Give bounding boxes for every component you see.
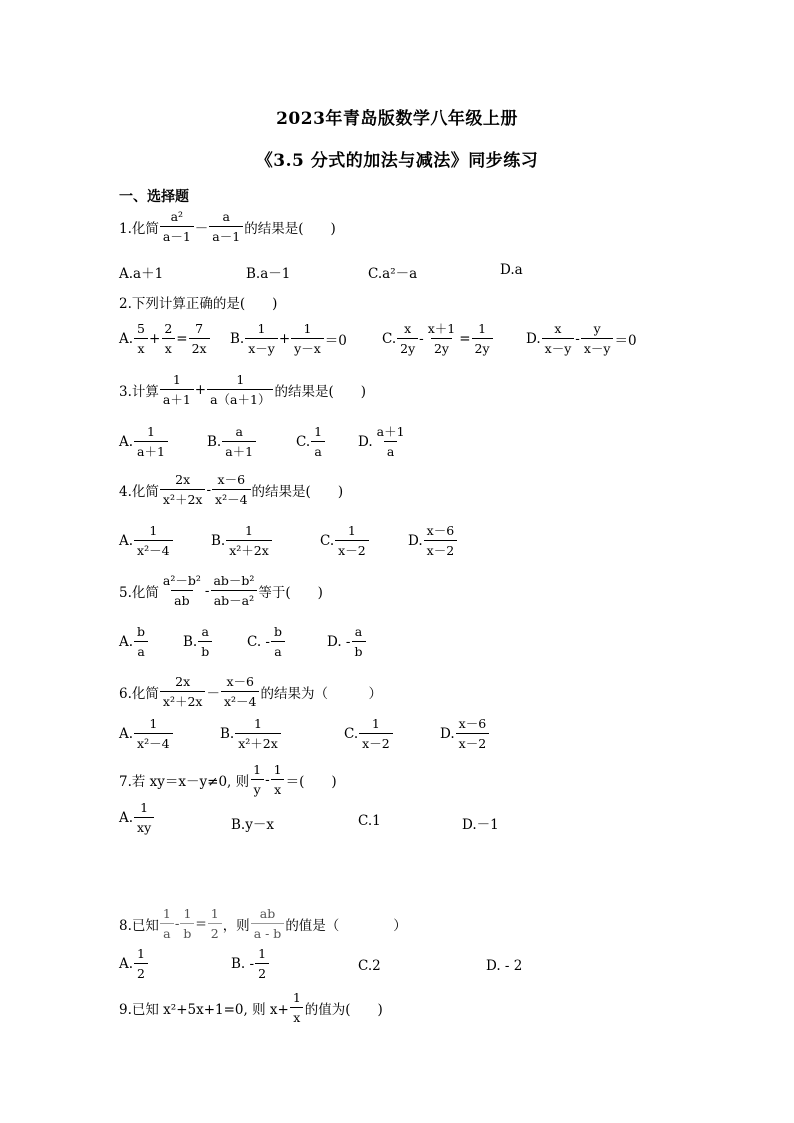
denominator: 2x (189, 338, 210, 356)
denominator: x²－4 (134, 540, 173, 558)
numerator: 1 (292, 990, 301, 1005)
numerator: ab (259, 906, 276, 921)
numerator: a (354, 624, 363, 639)
q2-option-b[interactable] (230, 321, 347, 356)
q1-option-c[interactable]: C.a²－a (368, 266, 418, 282)
fraction (134, 321, 148, 356)
denominator: 2y (472, 338, 493, 356)
math-text: B. (207, 433, 222, 450)
q2-option-d[interactable] (526, 321, 637, 356)
numerator: 1 (210, 906, 219, 921)
math-text: 7.若 xy＝x－y≠0, 则 (119, 773, 250, 790)
q1-option-d[interactable]: D.a (500, 262, 523, 278)
math-text: 3.计算 (119, 383, 159, 400)
numerator: 2 (164, 321, 173, 336)
question-8 (119, 906, 407, 941)
numerator: 1 (147, 424, 155, 439)
math-text: B. (183, 633, 198, 650)
denominator: a (384, 441, 397, 459)
fraction (245, 321, 278, 356)
numerator: 1 (371, 716, 380, 731)
numerator: x＋1 (427, 321, 456, 336)
math-text: D. (408, 532, 423, 549)
math-text: ＝( ) (285, 773, 337, 790)
fraction (134, 523, 173, 558)
denominator: b (198, 641, 212, 659)
denominator: 2 (134, 963, 148, 981)
denominator: x－y (581, 338, 614, 356)
denominator: x (134, 338, 147, 356)
math-text: D. (358, 433, 373, 450)
fraction (335, 523, 369, 558)
numerator: 1 (314, 424, 323, 439)
numerator: 1 (258, 946, 267, 961)
math-text: 8.已知 (119, 917, 159, 934)
math-text: D. - (327, 633, 351, 650)
math-text: + (149, 330, 161, 347)
denominator: x²－4 (134, 733, 173, 751)
q3-option-a[interactable] (119, 424, 169, 459)
math-text: 5.化简 (119, 584, 159, 601)
fraction (311, 424, 325, 459)
math-text: 的结果是( ) (274, 383, 367, 400)
math-text: 9.已知 x²+5x+1=0, 则 x+ (119, 1001, 289, 1018)
math-text: + (278, 330, 291, 347)
math-text: 的结果为（ ） (260, 685, 382, 702)
fraction (134, 716, 173, 751)
fraction (222, 424, 256, 459)
denominator: x－2 (359, 733, 393, 751)
denominator: b (180, 923, 194, 941)
fraction (291, 321, 324, 356)
q4-option-c[interactable] (320, 523, 370, 558)
math-text: A. (119, 532, 134, 549)
math-text: - (575, 330, 580, 347)
fraction (472, 321, 493, 356)
q7-option-d[interactable]: D.－1 (462, 817, 499, 833)
denominator: a - b (251, 923, 285, 941)
math-text: A. (119, 330, 134, 347)
fraction (160, 573, 204, 608)
fraction (424, 523, 458, 558)
q6-option-b[interactable] (220, 716, 282, 751)
fraction (134, 946, 148, 981)
numerator: 1 (137, 946, 145, 961)
denominator: 2y (431, 338, 452, 356)
denominator: b (352, 641, 366, 659)
denominator: a (134, 641, 147, 659)
q1-option-a[interactable]: A.a＋1 (119, 266, 164, 282)
fraction (160, 372, 194, 407)
denominator: y (251, 779, 264, 797)
math-text: B. - (231, 955, 255, 972)
numerator: x (554, 321, 562, 336)
fraction (374, 424, 408, 459)
question-6 (119, 674, 382, 709)
fraction (397, 321, 418, 356)
denominator: x²－4 (221, 691, 260, 709)
fraction (221, 674, 260, 709)
fraction (255, 946, 269, 981)
denominator: x²＋2x (160, 691, 206, 709)
fraction (134, 424, 168, 459)
numerator: 1 (183, 906, 192, 921)
math-text: A. (119, 633, 134, 650)
numerator: 1 (149, 716, 158, 731)
math-text: C. (296, 433, 311, 450)
math-text: ＝0 (324, 332, 347, 349)
q1-suffix: 的结果是( ) (244, 220, 336, 237)
denominator: 2y (397, 338, 418, 356)
math-text: 的值为( ) (304, 1001, 383, 1018)
numerator: x－6 (426, 523, 455, 538)
numerator: 5 (137, 321, 145, 336)
numerator: y (593, 321, 601, 336)
denominator: 2 (255, 963, 269, 981)
q6-option-d[interactable] (440, 716, 490, 751)
q4-option-b[interactable] (211, 523, 273, 558)
numerator: 1 (478, 321, 487, 336)
fraction (212, 472, 251, 507)
math-text: C. - (247, 633, 270, 650)
denominator: x－2 (335, 540, 369, 558)
math-text: B. (220, 725, 235, 742)
numerator: a² (170, 209, 184, 224)
math-text: 等于( ) (258, 584, 323, 601)
denominator: x²＋2x (160, 489, 206, 507)
denominator: x (162, 338, 175, 356)
numerator: a (222, 209, 230, 224)
numerator: a (201, 624, 209, 639)
denominator: x²＋2x (226, 540, 272, 558)
q4-option-a[interactable] (119, 523, 174, 558)
q5-option-a[interactable] (119, 624, 149, 659)
fraction (160, 472, 206, 507)
q8-option-b[interactable] (231, 946, 270, 981)
fraction (290, 990, 304, 1025)
fraction (271, 624, 285, 659)
denominator: a (271, 641, 284, 659)
question-3 (119, 372, 366, 407)
question-1 (119, 209, 336, 244)
numerator: 2x (175, 472, 191, 487)
denominator: a（a＋1） (207, 389, 273, 407)
denominator: a＋1 (134, 441, 168, 459)
denominator: x²＋2x (235, 733, 281, 751)
numerator: a²－b² (162, 573, 201, 588)
numerator: 1 (257, 321, 266, 336)
numerator: a (235, 424, 243, 439)
fraction (198, 624, 212, 659)
math-text: + (194, 381, 207, 398)
numerator: a＋1 (376, 424, 405, 439)
q1-prefix: 1.化简 (119, 220, 159, 237)
fraction (581, 321, 614, 356)
numerator: 1 (140, 800, 149, 815)
math-text: 6.化简 (119, 685, 159, 702)
math-text: C. (382, 330, 397, 347)
math-text: 的结果是( ) (251, 483, 344, 500)
page-title: 2023年青岛版数学八年级上册 (276, 109, 518, 129)
math-text: A. (119, 725, 134, 742)
fraction (542, 321, 575, 356)
denominator: a (160, 923, 173, 941)
section-heading: 一、选择题 (119, 189, 189, 205)
denominator: ab－a² (211, 590, 257, 608)
fraction (180, 906, 194, 941)
math-text: 的值是（ ） (285, 917, 407, 934)
q7-option-a[interactable] (119, 800, 155, 835)
denominator: a－1 (160, 226, 194, 244)
q8-option-a[interactable] (119, 946, 149, 981)
numerator: 1 (162, 906, 171, 921)
numerator: 7 (195, 321, 204, 336)
math-text: C. (344, 725, 359, 742)
math-text: － (206, 685, 220, 702)
fraction (160, 906, 174, 941)
denominator: x (271, 779, 284, 797)
q5-option-b[interactable] (183, 624, 213, 659)
math-text: ，则 (222, 917, 250, 934)
math-text: - (206, 481, 212, 498)
q3-option-b[interactable] (207, 424, 257, 459)
math-text: A. (119, 433, 134, 450)
numerator: 1 (347, 523, 356, 538)
q1-option-b[interactable]: B.a－1 (246, 266, 291, 282)
q5-option-c[interactable] (247, 624, 286, 659)
math-text: - (265, 771, 270, 788)
denominator: x－y (245, 338, 278, 356)
denominator: x²－4 (212, 489, 251, 507)
denominator: x－y (542, 338, 575, 356)
fraction (456, 716, 490, 751)
q2-option-a[interactable] (119, 321, 211, 356)
fraction (352, 624, 366, 659)
math-text: = (176, 330, 188, 347)
math-text: - (204, 582, 210, 599)
fraction (189, 321, 210, 356)
math-text: C. (320, 532, 335, 549)
fraction (161, 321, 175, 356)
math-text: 4.化简 (119, 483, 159, 500)
fraction (250, 762, 264, 797)
denominator: a＋1 (160, 389, 194, 407)
question-9 (119, 990, 383, 1025)
fraction (210, 573, 257, 608)
q1-operator: － (194, 220, 209, 237)
q7-option-b[interactable]: B.y－x (231, 817, 274, 833)
numerator: x－6 (226, 674, 254, 689)
numerator: 1 (254, 716, 262, 731)
fraction (425, 321, 459, 356)
numerator: b (274, 624, 283, 639)
denominator: 2 (208, 923, 222, 941)
q8-option-d[interactable]: D. - 2 (486, 958, 523, 974)
denominator: ab (171, 590, 192, 608)
math-text: D. (440, 725, 455, 742)
math-text: = (459, 330, 471, 347)
page-subtitle: 《3.5 分式的加法与减法》同步练习 (255, 151, 539, 171)
math-text: B. (230, 330, 245, 347)
numerator: x－6 (217, 472, 246, 487)
denominator: a＋1 (222, 441, 256, 459)
numerator: 1 (253, 762, 262, 777)
question-2: 2.下列计算正确的是( ) (119, 296, 278, 312)
q4-option-d[interactable] (408, 523, 458, 558)
denominator: x－2 (424, 540, 458, 558)
fraction (208, 906, 222, 941)
denominator: xy (134, 817, 154, 835)
math-text: B. (211, 532, 226, 549)
q3-option-d[interactable] (358, 424, 409, 459)
numerator: ab－b² (213, 573, 255, 588)
math-text: A. (119, 809, 134, 826)
fraction (160, 674, 206, 709)
numerator: x－6 (458, 716, 487, 731)
q8-option-c[interactable]: C.2 (358, 958, 381, 974)
q1-frac-1 (160, 209, 194, 244)
denominator: y－x (291, 338, 324, 356)
denominator: a (311, 441, 324, 459)
question-4 (119, 472, 343, 507)
fraction (251, 906, 285, 941)
q5-option-d[interactable] (327, 624, 367, 659)
fraction (359, 716, 393, 751)
denominator: x－2 (456, 733, 490, 751)
numerator: 2x (175, 674, 191, 689)
numerator: 1 (303, 321, 312, 336)
q7-option-c[interactable]: C.1 (358, 813, 381, 829)
q1-frac-2 (209, 209, 243, 244)
fraction (134, 624, 148, 659)
question-7 (119, 762, 337, 797)
fraction (271, 762, 285, 797)
math-text: D. (526, 330, 541, 347)
math-text: - (419, 330, 424, 347)
q6-option-c[interactable] (344, 716, 394, 751)
numerator: 1 (245, 523, 253, 538)
fraction (226, 523, 272, 558)
q3-option-c[interactable] (296, 424, 326, 459)
q6-option-a[interactable] (119, 716, 174, 751)
q2-option-c[interactable] (382, 321, 494, 356)
math-text: ＝0 (614, 332, 637, 349)
numerator: 1 (149, 523, 158, 538)
math-text: A. (119, 955, 134, 972)
math-text: = (195, 915, 207, 932)
math-text: - (174, 915, 180, 932)
fraction (235, 716, 281, 751)
question-5 (119, 573, 323, 608)
denominator: a－1 (209, 226, 243, 244)
numerator: x (404, 321, 412, 336)
numerator: 1 (273, 762, 282, 777)
numerator: b (137, 624, 146, 639)
numerator: 1 (172, 372, 181, 387)
denominator: x (290, 1007, 303, 1025)
fraction (134, 800, 154, 835)
fraction (207, 372, 273, 407)
numerator: 1 (236, 372, 245, 387)
